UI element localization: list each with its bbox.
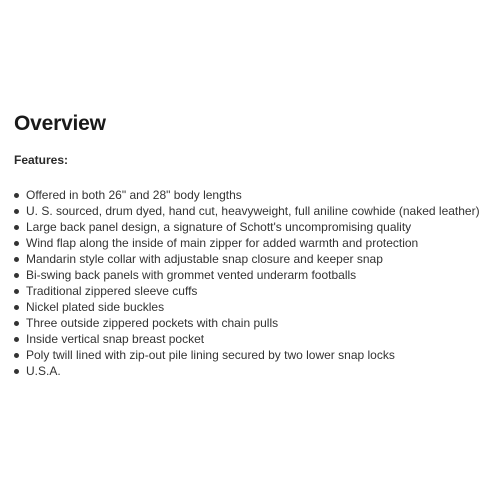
feature-item [14,267,494,283]
feature-item [14,363,494,379]
feature-text: Offered in both 26" and 28" body lengths [26,188,242,202]
feature-text: U. S. sourced, drum dyed, hand cut, heavyweight, full aniline cowhide (naked leather) [26,204,480,218]
bullet-icon [14,209,19,214]
feature-item [14,331,494,347]
feature-item [14,347,494,363]
feature-text: Inside vertical snap breast pocket [26,332,205,346]
bullet-icon [14,321,19,326]
feature-text: Wind flap along the inside of main zipper for added warmth and protection [26,236,419,250]
feature-text: Traditional zippered sleeve cuffs [26,284,198,298]
features-list [14,187,494,379]
bullet-icon [14,353,19,358]
feature-item [14,187,494,203]
features-label: Features: [14,153,69,167]
feature-item [14,235,494,251]
bullet-icon [14,305,19,310]
bullet-icon [14,193,19,198]
feature-item [14,315,494,331]
bullet-icon [14,241,19,246]
bullet-icon [14,337,19,342]
feature-text: U.S.A. [26,364,61,378]
feature-item [14,299,494,315]
feature-item [14,251,494,267]
overview-section [14,110,494,379]
bullet-icon [14,289,19,294]
bullet-icon [14,369,19,374]
feature-text: Nickel plated side buckles [26,300,165,314]
feature-item [14,283,494,299]
feature-item [14,203,494,219]
feature-item [14,219,494,235]
feature-text: Mandarin style collar with adjustable snap closure and keeper snap [26,252,383,266]
bullet-icon [14,225,19,230]
bullet-icon [14,257,19,262]
overview-heading: Overview [14,112,106,135]
bullet-icon [14,273,19,278]
feature-text: Three outside zippered pockets with chain pulls [26,316,279,330]
feature-text: Poly twill lined with zip-out pile lining secured by two lower snap locks [26,348,395,362]
feature-text: Bi-swing back panels with grommet vented underarm footballs [26,268,357,282]
feature-text: Large back panel design, a signature of Schott's uncompromising quality [26,220,412,234]
